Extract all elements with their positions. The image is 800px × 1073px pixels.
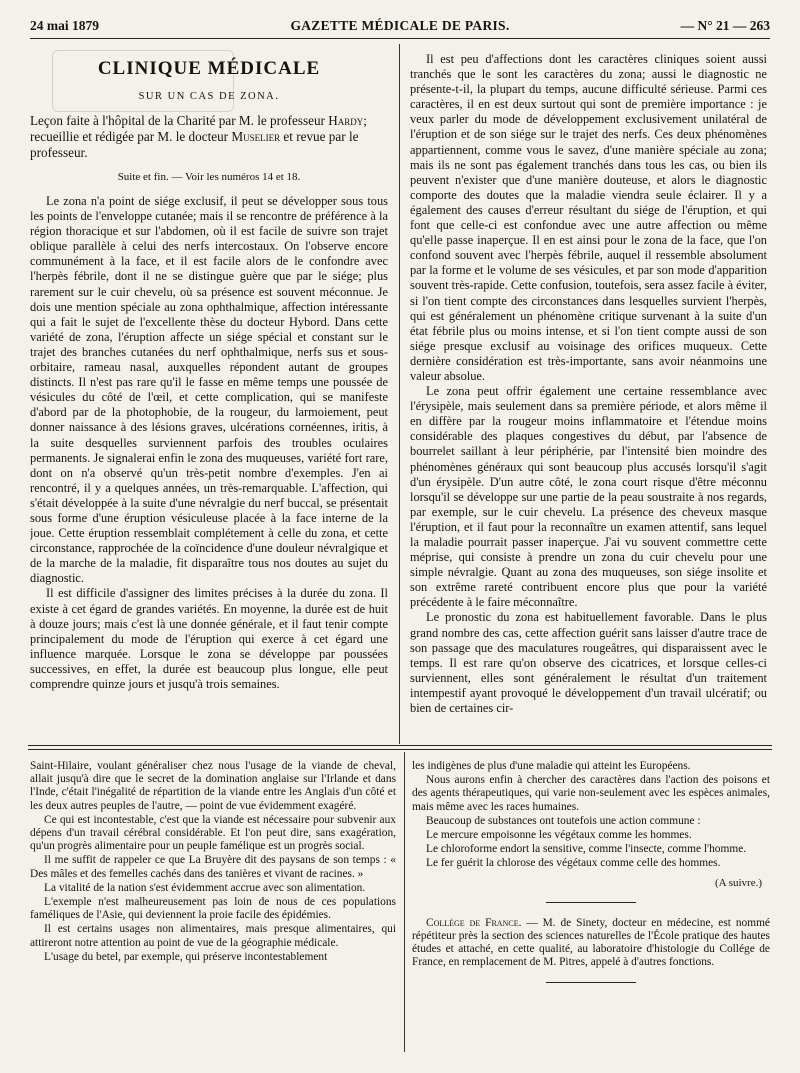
feuilleton-paragraph: les indigènes de plus d'une maladie qui atteint les Européens. [412, 760, 691, 772]
continuation-note: Suite et fin. — Voir les numéros 14 et 18. [117, 171, 301, 183]
feuilleton-paragraph: Beaucoup de substances ont toutefois une action commune : [426, 814, 701, 827]
feuilleton-divider [28, 745, 772, 750]
feuilleton-paragraph: Il me suffit de rappeler ce que La Bruyère dit des paysans de son temps : « Des mâles et des femelles cachés dans des tanières et vivant de racines. » [30, 854, 396, 880]
header-issue: — N° 21 — 263 [680, 18, 770, 33]
to-be-continued-note: (A suivre.) [714, 876, 762, 889]
article-left-column [30, 52, 388, 740]
feuilleton-paragraph: Il est certains usages non alimentaires, mais presque alimentaires, qui attireront notre attention au point de vue de la géographie médicale. [30, 923, 396, 949]
intro-text-b: ; recueillie et rédigée par M. le docteur [30, 113, 367, 144]
feuilleton-paragraph: L'exemple n'est malheureusement pas loin de nous de ces populations faméliques de l'Asie, qui deviennent la proie facile des épidémies. [30, 896, 396, 922]
feuilleton-paragraph: La vitalité de la nation s'est évidemment accrue avec son alimentation. [44, 881, 366, 894]
column-divider [399, 44, 400, 744]
article-subtitle: SUR UN CAS DE ZONA. [138, 91, 280, 102]
article-paragraph: Le zona n'a point de siége exclusif, il peut se développer sous tous les points de l'enveloppe cutanée; mais il se rencontre de préférence à la région thoracique et sur l'abdomen, où il est facile de suivre son trajet oblique parallèle à celui des nerfs intercostaux. On l'observe encore communément à la face, et il est facile alors de le confondre avec l'herpès fébrile, dont il ne se distingue guère que par le siége; plus rarement sur le cuir chevelu, où sa présence est souvent méconnue. Je dois une mention spéciale au zona ophthalmique, affection intéressante qui a fait le sujet de l'excellente thèse du docteur Hybord. Dans cette variété de zona, l'éruption affecte un siége spécial et constant sur le trajet des branches cutanées du nerf ophthalmique, nerfs sus et sous-orbitaire, rameau nasal, auxquelles répondent autant de groupes distincts. Il n'est pas rare qu'il le fasse en même temps une poussée de vésicules du côté de l'œil, et cette complication, qui se manifeste d'abord par de la photophobie, de la rougeur, du larmoiement, peut donner naissance à des lésions graves, ulcérations cornéennes, iritis, à la suite desquelles surviennent parfois des troubles oculaires permanents. Je signalerai enfin le zona des muqueuses, variété fort rare, dont on n'a observé qu'un très-petit nombre d'exemples. J'en ai rencontré, il y a quelques années, un très-remarquable. L'affection, qui s'était développée à la suite d'une névralgie du nerf buccal, se présentait sous forme d'une éruption vésiculeuse placée à la face interne de la joue. Cette éruption ressemblait complétement à celle du zona, et cette circonstance, rapprochée de la coïncidence d'une douleur névralgique et de la marche de la maladie, fit disparaître tous nos doutes au sujet du diagnostic. [30, 194, 388, 586]
feuilleton-paragraph: Ce qui est incontestable, c'est que la viande est nécessaire pour subvenir aux dépens d'un travail cérébral considérable. Et l'on peut dire, sans exagération, qu'un progrès alimentaire pour un peuple famélique est un progrès social. [30, 813, 396, 853]
feuilleton-left-column [30, 760, 396, 1065]
intro-text-a: Leçon faite à l'hôpital de la Charité par M. le professeur [30, 113, 329, 128]
article-paragraph: Le pronostic du zona est habituellement favorable. Dans le plus grand nombre des cas, cette affection guérit sans laisser d'autre trace de son passage que des maculatures rougeâtres, qui disparaissent avec le temps. Il est rare qu'on observe des cicatrices, et lorsque celles-ci surviennent, elles sont généralement le résultat d'un traitement intempestif ayant provoqué le développement d'un travail ulcératif; ou bien de certaines cir- [410, 610, 767, 716]
feuilleton-column-divider [404, 752, 405, 1052]
news-item-college [412, 917, 770, 970]
feuilleton-paragraph: Saint-Hilaire, voulant généraliser chez nous l'usage de la viande de cheval, allait jusqu'à dire que le secret de la domination anglaise sur l'Irlande et dans l'Inde, c'était l'inégalité de répartition de la viande entre les Anglais d'un côté et les deux autres peuples de l'autre, — point de vue évidemment exagéré. [30, 760, 396, 812]
feuilleton-right-column [412, 760, 770, 1065]
feuilleton-paragraph: Le fer guérit la chlorose des végétaux comme celle des hommes. [426, 857, 721, 870]
short-divider-bottom [546, 982, 636, 983]
feuilleton-paragraph: Le chloroforme endort la sensitive, comme l'insecte, comme l'homme. [426, 843, 747, 856]
intro-text-c: et revue par le professeur. [30, 129, 359, 160]
header-title: GAZETTE MÉDICALE DE PARIS. [290, 18, 510, 33]
section-title: CLINIQUE MÉDICALE [97, 58, 321, 79]
professor-name: Hardy [328, 113, 364, 128]
article-paragraph: Il est difficile d'assigner des limites précises à la durée du zona. Il existe à cet égard de grandes variétés. En moyenne, la durée est de huit à douze jours; mais c'est là une donnée générale, et il faut tenir compte principalement du mode de l'éruption qui exerce à cet égard une influence marquée. Lorsque le zona se développe par poussées successives, en effet, la durée est beaucoup plus longue, elle peut comprendre quinze jours et jusqu'à trois semaines. [30, 586, 388, 691]
article-paragraph: Il est peu d'affections dont les caractères cliniques soient aussi tranchés que le sont les caractères du zona; aussi le diagnostic ne présente-t-il, la plupart du temps, aucune difficulté sérieuse. Parmi ces caractères, il en est deux surtout qui sont de première importance : je veux parler du mode de développement exclusivement unilatéral de l'éruption et de son siége sur le trajet des nerfs. Ces deux phénomènes appartiennent, comme vous le savez, d'une manière spéciale au zona; mais ils ne sont pas également tranchés dans tous les cas, ou bien ils peuvent n'exister que d'une manière douteuse, et alors le diagnostic comporte des doutes que la maladie viendra seule éclairer. Il y a également des causes d'erreur résultant du siége de l'éruption, et qui font que celle-ci est confondue avec une autre affection ou même qu'elle passe inaperçue. Il en est ainsi pour le zona de la face, que l'on confond souvent avec l'herpès fébrile, auquel il ressemble absolument par la forme et le volume de ses vésicules, et par son mode d'apparition souvent très-rapide. Cette confusion, toutefois, sera assez facile à éviter, si l'on tient compte des circonstances dans lesquelles survient l'herpès, qui est généralement un phénomène critique survenant à la suite d'un état fébrile plus ou moins intense, et si l'on tient compte aussi de son siége presque exclusif au voisinage des orifices muqueux. Cette dernière considération est très-importante, sans avoir néanmoins une valeur absolue. [410, 52, 767, 383]
article-paragraph: Le zona peut offrir également une certaine ressemblance avec l'érysipèle, mais seulement dans sa première période, et alors même il en diffère par la rougeur moins inflammatoire et l'étendue moins considérable des plaques congestives du début, par l'absence de bourrelet saillant à leur périphérie, par l'intensité bien moindre des phénomènes généraux qui sont beaucoup plus accusés lorsqu'il s'agit d'un érysipèle. D'un autre côté, le zona court risque d'être méconnu lorsqu'il se développe sur une partie de la peau soustraite à nos regards, par exemple, sur le cuir chevelu. La présence des cheveux masque l'éruption, et il faut pour la reconnaître un examen attentif, sans lequel la maladie pourrait passer inaperçue. J'ai vu souvent commettre cette méprise, qui consiste à prendre un zona du cuir chevelu pour une simple névralgie. Quant au zona des muqueuses, son siége insolite et son extrême rareté contribuent encore plus que pour la variété précédente à le faire méconnaître. [410, 384, 767, 610]
feuilleton-paragraph: Nous aurons enfin à chercher des caractères dans l'action des poisons et des agents thérapeutiques, qui varie non-seulement avec les espèces animales, mais même avec les races humaines. [412, 774, 770, 813]
short-divider [546, 902, 636, 903]
page-header [30, 14, 770, 39]
article-intro [30, 113, 388, 161]
feuilleton-paragraph: Le mercure empoisonne les végétaux comme les hommes. [426, 829, 692, 842]
news-item-heading: Collége de France. [426, 916, 522, 929]
news-item-text: — M. de Sinety, docteur en médecine, est nommé répétiteur près la section des sciences naturelles de l'École pratique des hautes études et attaché, en cette qualité, au laboratoire d'histologie du Collége de France, en remplacement de M. Pitres, appelé à d'autres fonctions. [412, 916, 770, 969]
doctor-name: Muselier [231, 129, 281, 144]
article-right-column [410, 52, 767, 740]
header-date: 24 mai 1879 [30, 18, 99, 33]
feuilleton-paragraph: L'usage du betel, par exemple, qui préserve incontestablement [44, 950, 328, 963]
